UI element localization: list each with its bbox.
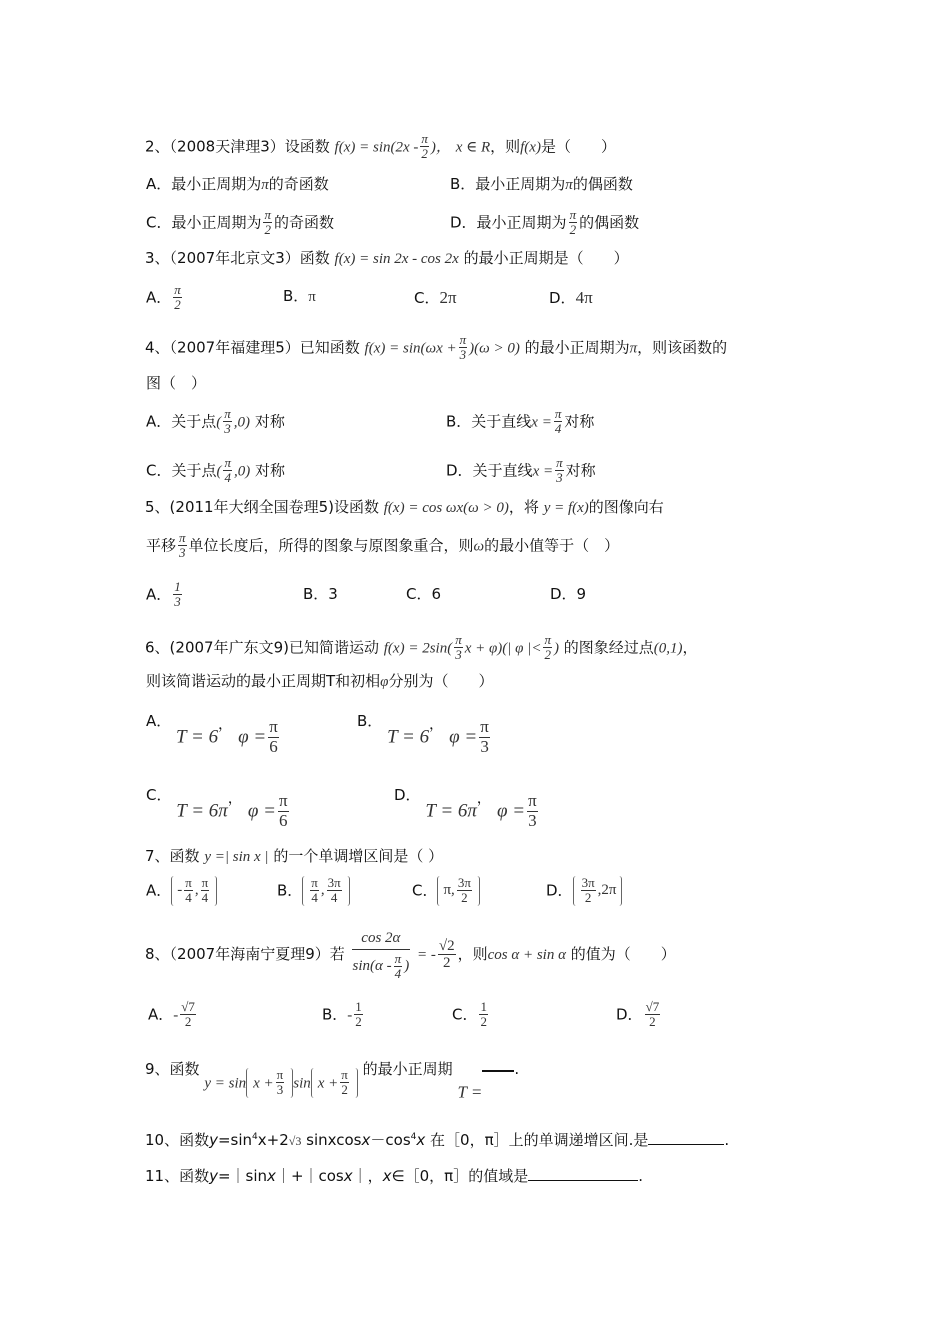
q7-a-d1: 4: [185, 890, 192, 906]
q5-line2: [146, 531, 619, 561]
q10-x2: x: [416, 1131, 426, 1149]
q11-t2: =｜sin: [217, 1167, 268, 1185]
q7-func: y =| sin x |: [204, 849, 269, 865]
q8-c-num: 1: [480, 999, 487, 1014]
q5-d-label: D．9: [550, 585, 587, 603]
q7-a-n2: π: [201, 875, 209, 890]
q8-bot-num: π: [394, 950, 402, 966]
q6-mid: 的图象经过点: [563, 638, 654, 657]
q4-d-num: π: [556, 455, 563, 470]
q4-a-close: ,0): [233, 414, 251, 431]
q4-c-open: (: [216, 463, 222, 480]
q6-line2-text: 则该简谐运动的最小正周期T和初相: [146, 672, 381, 690]
q2-a-tail: 的奇函数: [268, 175, 329, 193]
q7-a-label: A．: [146, 881, 172, 900]
q4-a-label: A．关于点: [146, 412, 217, 431]
q10-y: y: [209, 1131, 218, 1149]
q10-answer-blank[interactable]: [648, 1144, 724, 1145]
q6-a-frac: [268, 718, 279, 756]
q4-ask1: 的最小正周期为: [524, 338, 630, 357]
q6-a-den: 6: [269, 736, 278, 756]
q7-c-pi: π,: [443, 882, 455, 899]
q4-a-frac: [223, 407, 232, 437]
q3-c-label: C．: [414, 289, 440, 307]
q10-dot: .: [724, 1131, 730, 1149]
q8-b-den: 2: [355, 1014, 362, 1030]
q5-num: π: [179, 530, 186, 545]
q7-b-interval: [302, 876, 349, 906]
q4-d-sym: 对称: [565, 461, 596, 480]
q8-ask: 的值为（ ）: [570, 945, 676, 964]
q6-den1: 3: [455, 647, 462, 663]
q6-a-phi: φ =: [238, 726, 267, 748]
q6-func1: f(x) = 2sin(: [383, 640, 453, 657]
q7-option-a: [146, 876, 217, 906]
q6-d-den: 3: [528, 810, 537, 830]
q5-stem: [145, 500, 664, 516]
q2-close: )，: [430, 139, 451, 156]
q2-c-tail: 的奇函数: [274, 213, 335, 232]
q8-c-frac: [479, 1000, 488, 1030]
q11-x2: x: [343, 1167, 353, 1185]
q5-den: 3: [179, 545, 186, 561]
q7-c-d2: 2: [461, 890, 468, 906]
q6-d-frac: [527, 792, 538, 830]
q7-option-d: [546, 876, 622, 906]
q10-x: x: [361, 1131, 371, 1149]
q6-option-b: [357, 714, 492, 756]
q4-line2-text: 图（ ）: [146, 374, 207, 392]
q6-c-den: 6: [279, 810, 288, 830]
q6-c-comma: ，: [227, 791, 242, 807]
q11-x1: x: [267, 1167, 276, 1185]
q7-a-d2: 4: [201, 890, 209, 906]
q10-t3: x+2: [257, 1131, 289, 1149]
q5-a-label: A．: [146, 585, 172, 604]
q5-line2c: 的最小值等于（ ）: [484, 536, 620, 555]
q4-b-frac: [554, 407, 563, 437]
q5-omega: ω: [473, 538, 485, 555]
q2-d-den: 2: [569, 222, 577, 238]
q4-d-x: x =: [532, 463, 554, 480]
q8-c-label: C．: [452, 1005, 478, 1024]
q7-c-n2: 3π: [457, 875, 471, 890]
q7-option-c: [412, 876, 480, 906]
q9-answer-blank[interactable]: [482, 1062, 514, 1072]
q11-x3: x: [382, 1167, 392, 1185]
q9-n1: π: [276, 1067, 284, 1082]
q2-frac: [420, 132, 429, 162]
q4-den: 3: [459, 347, 467, 363]
q7-d-interval: [573, 876, 623, 906]
q2-option-a: [146, 177, 329, 193]
q8-bot-frac: [394, 952, 403, 982]
q8-rhs-num: √2: [438, 937, 455, 954]
q7-d-d1: 2: [584, 890, 592, 906]
q6-d-comma: ，: [476, 791, 491, 807]
q5-c-label: C．6: [406, 585, 442, 603]
q8-a-label: A．: [148, 1005, 174, 1024]
q6-d-t: T = 6π: [425, 800, 477, 822]
q4-d-label: D．关于直线: [446, 461, 533, 480]
q10-p2: 4: [410, 1132, 417, 1142]
q10-sqrt: √3: [288, 1134, 302, 1148]
q6-a-comma: ，: [218, 717, 233, 733]
q8-a-minus: -: [173, 1007, 179, 1024]
q6-stem: [145, 633, 698, 663]
q9-x1: x +: [253, 1075, 274, 1092]
q2-b-label: B．最小正周期为: [450, 175, 566, 193]
q2-fx: f(x): [520, 139, 541, 156]
q9-dot: .: [514, 1060, 520, 1078]
q4-b-label: B．关于直线: [446, 412, 532, 431]
q3-a-num: π: [174, 282, 181, 297]
q9-y: y = sin: [204, 1075, 247, 1092]
q10-head: 10、函数: [145, 1131, 210, 1149]
q10-p1: 4: [252, 1132, 258, 1142]
q8-a-num: √7: [181, 999, 195, 1014]
q3-ask: 的最小正周期是（ ）: [463, 249, 629, 267]
q11-dot: .: [638, 1167, 643, 1185]
q6-frac1: [454, 633, 463, 663]
q9-d1: 3: [276, 1082, 284, 1098]
q4-c-frac: [223, 456, 232, 486]
q3-head: 3、（2007年北京文3）函数: [145, 249, 330, 267]
q4-func1: f(x) = sin(ωx +: [364, 340, 457, 357]
q4-stem: [145, 333, 727, 363]
q6-line2: [146, 674, 494, 690]
q10-stem: [145, 1133, 729, 1148]
q7-ask: 的一个单调增区间是（ ）: [273, 847, 444, 865]
q11-answer-blank[interactable]: [528, 1180, 638, 1181]
q4-pi: π: [629, 340, 638, 357]
q6-func2: x + φ)(| φ |<: [464, 640, 542, 657]
q8-b-minus: -: [347, 1007, 353, 1024]
q4-c-close: ,0): [234, 463, 251, 480]
q7-c-interval: [437, 876, 479, 906]
q4-frac: [459, 333, 468, 363]
q6-b-comma: ，: [429, 717, 444, 733]
q8-d-den: 2: [649, 1014, 656, 1030]
q8-option-a: [148, 1000, 198, 1030]
q2-d-frac: [569, 208, 578, 238]
q6-d-num: π: [528, 791, 537, 810]
q9-head: 9、函数: [145, 1060, 200, 1078]
q4-option-c: [146, 456, 285, 486]
q8-d-label: D．: [616, 1005, 643, 1024]
q5-option-b: [303, 587, 338, 602]
q2-then: ，则: [490, 137, 521, 156]
q5-func: f(x) = cos ωx(ω > 0): [383, 500, 509, 516]
q8-bot-den: 4: [394, 965, 402, 981]
q5-mid: ，将: [508, 498, 539, 516]
q2-a-label: A．最小正周期为: [146, 175, 262, 193]
q6-num1: π: [455, 632, 462, 647]
q8-a-frac: [180, 1000, 196, 1030]
q4-ask2: ，则该函数的: [637, 338, 728, 357]
q7-d-label: D．: [546, 881, 573, 900]
q6-c-num: π: [278, 791, 288, 810]
q2-num: π: [421, 131, 428, 146]
q2-c-den: 2: [264, 222, 271, 238]
q6-a-label: A．: [146, 712, 172, 730]
q4-line2: [146, 376, 206, 391]
q5-line2b: 单位长度后，所得的图象与原图象重合，则: [188, 536, 474, 555]
q5-b-label: B．3: [303, 585, 338, 603]
q11-t5: ∈［0，π］的值域是: [391, 1167, 529, 1185]
q5-option-c: [406, 587, 441, 602]
q4-a-sym: 对称: [254, 412, 285, 431]
q11-head: 11、函数: [145, 1167, 210, 1185]
q2-a-pi: π: [261, 177, 269, 193]
q6-func3: ): [553, 640, 559, 657]
q7-c-frac: [457, 876, 472, 906]
q8-option-b: [322, 1000, 365, 1030]
q6-point: (0,1): [653, 640, 683, 657]
q8-stem: [145, 928, 676, 981]
q4-b-sym: 对称: [564, 412, 595, 431]
q6-option-c: [146, 788, 291, 830]
q6-d-label: D．: [394, 786, 421, 804]
q2-d-tail: 的偶函数: [579, 213, 640, 232]
q8-b-num: 1: [355, 999, 362, 1014]
q8-lhs: [352, 928, 411, 981]
q8-bot2: ): [404, 957, 410, 974]
q11-stem: [145, 1169, 643, 1184]
q2-c-label: C．最小正周期为: [146, 213, 262, 232]
q7-c-label: C．: [412, 881, 438, 900]
q6-c-frac: [278, 792, 289, 830]
q4-option-a: [146, 407, 285, 437]
q9-ask: 的最小正周期: [362, 1060, 453, 1078]
q6-num2: π: [544, 632, 551, 647]
q3-a-label: A．: [146, 288, 172, 307]
q3-option-b: [283, 289, 316, 305]
q8-d-frac: [645, 1000, 661, 1030]
q8-c-den: 2: [480, 1014, 487, 1030]
q2-d-num: π: [569, 207, 577, 222]
q3-func: f(x) = sin 2x - cos 2x: [334, 251, 459, 267]
q9-bracket1: [246, 1068, 293, 1098]
q6-option-a: [146, 714, 281, 756]
q5-tail: 的图像向右: [588, 498, 664, 516]
q8-rhs-den: 2: [442, 955, 451, 972]
q4-a-den: 3: [224, 421, 231, 437]
q7-a-interval: [171, 876, 217, 906]
q3-a-den: 2: [174, 297, 181, 313]
q6-a-t: T = 6: [176, 726, 219, 748]
q8-b-frac: [354, 1000, 363, 1030]
q9-x2: x +: [317, 1075, 339, 1092]
q7-b-label: B．: [277, 881, 303, 900]
q8-rhs: [438, 938, 456, 972]
q3-option-c: [414, 289, 457, 306]
q8-b-label: B．: [322, 1005, 348, 1024]
q9-sin2: sin: [293, 1075, 311, 1092]
q7-b-n1: π: [311, 875, 318, 890]
q11-t4: ｜，: [352, 1167, 383, 1185]
q4-b-num: π: [554, 406, 562, 421]
q5-option-d: [550, 587, 586, 602]
q2-func: f(x) = sin(2x -: [334, 139, 419, 156]
q6-c-t: T = 6π: [176, 800, 228, 822]
q9-d2: 2: [341, 1082, 348, 1098]
q10-t6: 在［0，π］上的单调递增区间.是: [425, 1131, 649, 1149]
q6-den2: 2: [544, 647, 551, 663]
q7-a-comma: ,: [194, 882, 199, 899]
q2-head: 2、（2008天津理3）设函数: [145, 137, 330, 156]
q7-b-d1: 4: [311, 890, 318, 906]
q2-c-frac: [263, 208, 272, 238]
q2-option-b: [450, 177, 633, 193]
q4-c-label: C．关于点: [146, 461, 217, 480]
q3-a-frac: [173, 283, 182, 313]
q8-a-den: 2: [184, 1014, 192, 1030]
q5-line2a: 平移: [146, 536, 177, 555]
q10-t5: －cos: [370, 1131, 411, 1149]
q6-b-num: π: [480, 717, 489, 736]
q2-b-pi: π: [565, 177, 573, 193]
q4-c-den: 4: [224, 470, 231, 486]
q3-option-d: [549, 289, 593, 306]
q8-option-d: [616, 1000, 662, 1030]
q4-c-num: π: [224, 455, 231, 470]
q5-a-den: 3: [174, 594, 181, 610]
q4-d-den: 3: [556, 470, 563, 486]
q2-b-tail: 的偶函数: [572, 175, 633, 193]
q3-d-val: 4π: [575, 288, 593, 307]
q6-c-label: C．: [146, 786, 172, 804]
q6-comma: ，: [682, 638, 698, 657]
q2-ask: 是（ ）: [540, 137, 616, 156]
q6-b-frac: [479, 718, 490, 756]
q4-option-b: [446, 407, 594, 437]
q6-b-label: B．: [357, 712, 383, 730]
q11-t3: ｜+｜cos: [275, 1167, 344, 1185]
q6-line2b: 分别为（ ）: [388, 672, 494, 690]
q4-a-open: (: [216, 414, 222, 431]
q8-d-num: √7: [645, 999, 660, 1014]
q6-d-phi: φ =: [496, 800, 526, 822]
q7-d-n1: 3π: [581, 875, 595, 890]
q8-eq: = -: [416, 947, 436, 964]
q2-c-num: π: [264, 207, 271, 222]
q7-b-frac1: [310, 876, 319, 906]
q8-head: 8、（2007年海南宁夏理9）若: [145, 945, 345, 964]
q6-option-d: [394, 788, 540, 830]
q10-t4: sinxcos: [301, 1131, 362, 1149]
q8-top: cos 2α: [352, 928, 411, 950]
q2-option-c: [146, 208, 334, 238]
q6-a-num: π: [269, 717, 278, 736]
q4-num: π: [459, 332, 467, 347]
q7-a-n1: π: [185, 875, 192, 890]
q5-head: 5、(2011年大纲全国卷理5)设函数: [145, 498, 379, 516]
q5-y: y = f(x): [543, 500, 589, 516]
q7-d-frac: [581, 876, 596, 906]
q6-b-phi: φ =: [449, 726, 478, 748]
q7-b-n2: 3π: [327, 875, 341, 890]
q4-func2: )(ω > 0): [469, 340, 520, 357]
q6-frac2: [543, 633, 552, 663]
q3-c-val: 2π: [439, 288, 457, 307]
q3-stem: [145, 251, 629, 267]
q7-option-b: [277, 876, 350, 906]
q4-head: 4、（2007年福建理5）已知函数: [145, 338, 360, 357]
q9-stem: [145, 1062, 519, 1100]
q2-cond: x ∈ R: [455, 139, 491, 156]
q5-a-num: 1: [174, 579, 181, 594]
q3-b-label: B．: [283, 287, 309, 305]
q2-den: 2: [421, 146, 428, 162]
q6-head: 6、(2007年广东文9)已知简谐运动: [145, 638, 379, 657]
q7-a-minus: -: [177, 882, 183, 899]
q2-d-label: D．最小正周期为: [450, 213, 567, 232]
q2-stem: [145, 132, 616, 162]
q7-a-frac2: [201, 876, 210, 906]
q11-y: y: [209, 1167, 218, 1185]
q5-frac: [178, 531, 187, 561]
q8-expr: cos α + sin α: [487, 947, 566, 964]
q7-d-tail: ,2π: [597, 882, 617, 899]
q6-b-t: T = 6: [387, 726, 430, 748]
q9-n2: π: [341, 1067, 348, 1082]
q3-b-val: π: [308, 289, 316, 305]
q4-c-sym: 对称: [255, 461, 286, 480]
q8-option-c: [452, 1000, 490, 1030]
q5-a-frac: [173, 580, 182, 610]
q9-frac2: [340, 1068, 349, 1098]
q4-a-num: π: [224, 406, 231, 421]
q10-t2: =sin: [217, 1131, 253, 1149]
q9-frac1: [276, 1068, 285, 1098]
q8-mid: ，则: [457, 945, 488, 964]
q4-option-d: [446, 456, 596, 486]
q6-phi: φ: [380, 674, 389, 690]
q9-bracket2: [311, 1068, 358, 1098]
q7-b-frac2: [327, 876, 342, 906]
q7-b-comma: ,: [320, 882, 325, 899]
q8-bot1: sin(α -: [352, 957, 392, 974]
q5-option-a: [146, 580, 184, 610]
q4-b-den: 4: [554, 421, 562, 437]
q7-head: 7、函数: [145, 847, 200, 865]
q3-d-label: D．: [549, 289, 576, 307]
q4-d-frac: [555, 456, 564, 486]
q6-c-phi: φ =: [247, 800, 276, 822]
q7-b-d2: 4: [330, 890, 338, 906]
q4-b-x: x =: [531, 414, 552, 431]
q7-a-frac1: [184, 876, 193, 906]
q6-b-den: 3: [480, 736, 489, 756]
q2-option-d: [450, 208, 639, 238]
q7-stem: [145, 849, 443, 865]
q3-option-a: [146, 283, 184, 313]
q9-t: T =: [457, 1082, 483, 1102]
